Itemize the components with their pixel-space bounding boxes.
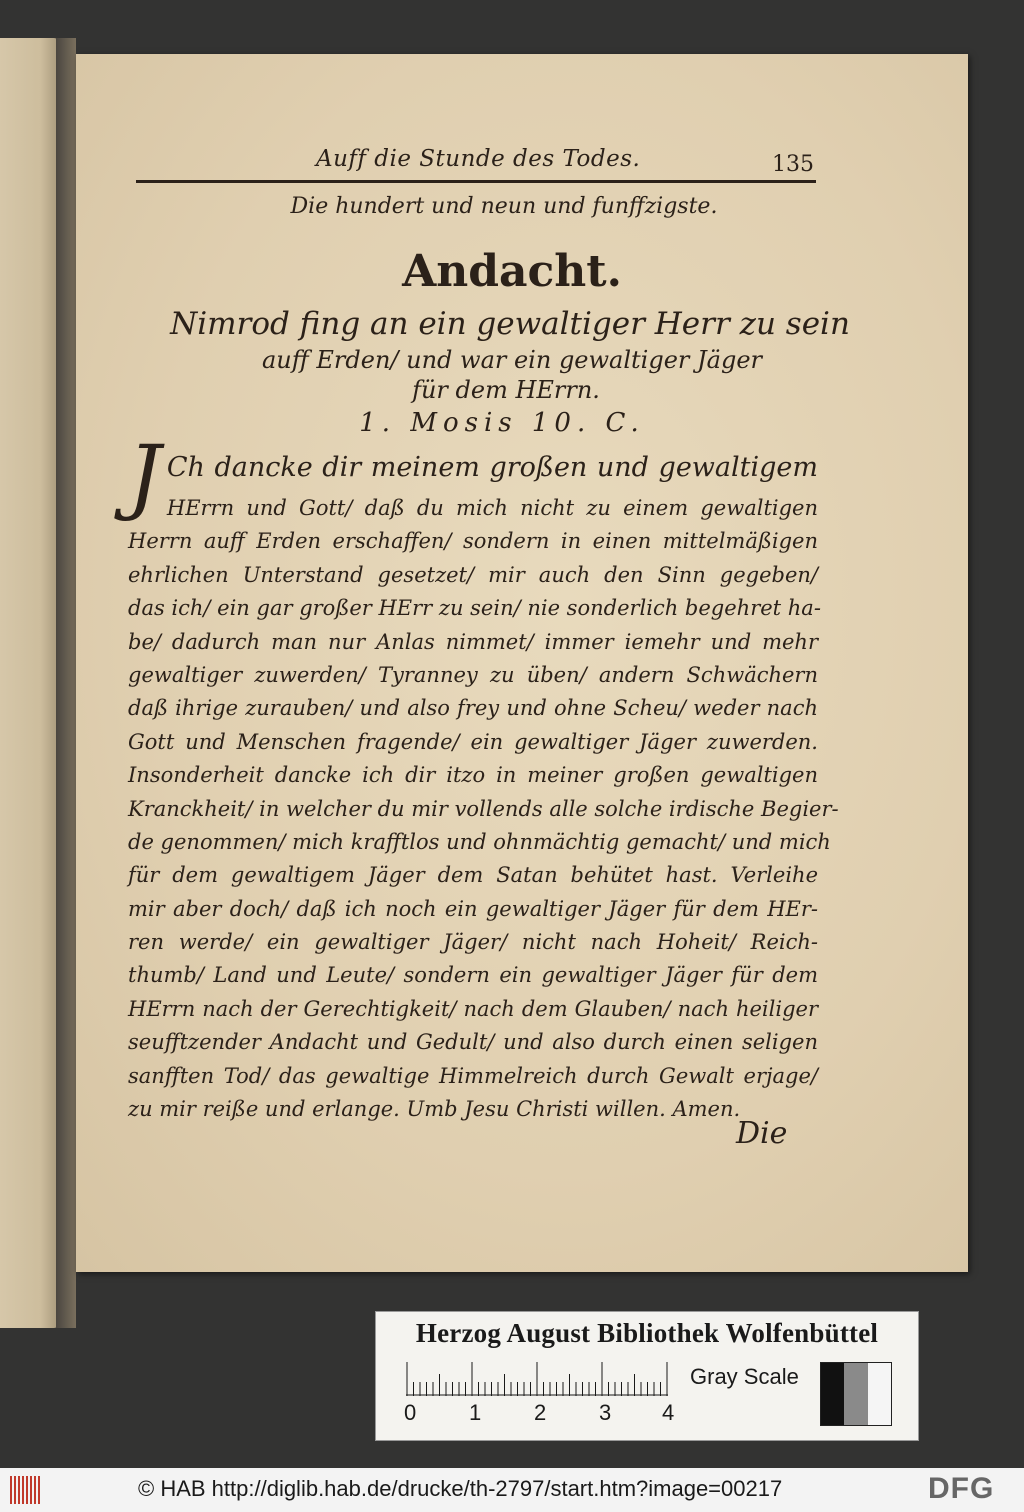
- ruler-numbers: [404, 1400, 684, 1430]
- text-line: Kranckheit/ in welcher du mir vollends alle solche irdische Begier-: [128, 796, 839, 821]
- text-line: ren werde/ ein gewaltiger Jäger/ nicht nach Hoheit/ Reich-: [128, 930, 818, 955]
- text-line: das ich/ ein gar großer HErr zu sein/ nie sonderlich begehret ha-: [128, 596, 821, 621]
- prayer-text: [128, 429, 839, 1126]
- library-name: Herzog August Bibliothek Wolfenbüttel: [415, 1318, 879, 1348]
- ruler-number: 1: [469, 1400, 482, 1425]
- heading-ordinal: Die hundert und neun und funffzigste.: [290, 194, 718, 219]
- text-line: thumb/ Land und Leute/ sondern ein gewaltiger Jäger für dem: [128, 963, 818, 988]
- ruler-number: 4: [662, 1400, 675, 1425]
- text-line: gewaltiger zuwerden/ Tyranney zu üben/ andern Schwächern: [128, 662, 818, 687]
- swatch-black: [821, 1363, 844, 1425]
- text-line: be/ dadurch man nur Anlas nimmet/ immer iemehr und mehr: [128, 629, 818, 654]
- footer-bar: [0, 1468, 1024, 1512]
- copyright-url[interactable]: © HAB http://diglib.hab.de/drucke/th-2797/start.htm?image=00217: [138, 1476, 783, 1501]
- gray-scale-label: Gray Scale: [690, 1364, 799, 1389]
- text-line: Herrn auff Erden erschaffen/ sondern in einen mittelmäßigen: [128, 529, 818, 554]
- running-title: Auff die Stunde des Todes.: [316, 146, 641, 172]
- hab-logo-icon: [10, 1476, 42, 1504]
- page-gutter-shadow: [56, 38, 76, 1328]
- text-line: Insonderheit dancke ich dir itzo in meiner großen gewaltigen: [128, 763, 818, 788]
- book-page: [76, 54, 968, 1272]
- heading-verse-1: Nimrod fing an ein gewaltiger Herr zu sein: [170, 306, 850, 342]
- page-number: 135: [772, 152, 814, 177]
- text-line: ehrlichen Unterstand gesetzet/ mir auch den Sinn gegeben/: [128, 562, 818, 587]
- text-line: zu mir reiße und erlange. Umb Jesu Christi willen. Amen.: [128, 1097, 741, 1122]
- heading-verse-2: auff Erden/ und war ein gewaltiger Jäger: [261, 346, 762, 374]
- dfg-logo: DFG: [928, 1472, 995, 1505]
- heading-title: Andacht.: [402, 246, 622, 297]
- swatch-gray: [844, 1363, 867, 1425]
- drop-cap: J: [128, 429, 161, 524]
- library-color-card: [375, 1311, 919, 1441]
- ruler-number: 2: [534, 1400, 547, 1425]
- text-line: HErrn nach der Gerechtigkeit/ nach dem Glauben/ nach heiliger: [128, 996, 818, 1021]
- catchword: Die: [736, 1116, 788, 1151]
- facing-page-edge: [0, 38, 58, 1328]
- text-line: für dem gewaltigem Jäger dem Satan behütet hast. Verleihe: [128, 863, 818, 888]
- ruler-scale: [406, 1362, 676, 1396]
- ruler-number: 0: [404, 1400, 417, 1425]
- text-line: HErrn und Gott/ daß du mich nicht zu einem gewaltigen: [166, 496, 818, 520]
- text-line: seufftzender Andacht und Gedult/ und also durch einen seligen: [128, 1030, 818, 1055]
- running-head: [136, 146, 816, 183]
- text-line: Gott und Menschen fragende/ ein gewaltiger Jäger zuwerden.: [128, 729, 818, 754]
- heading-reference: 1. Mosis 10. C.: [359, 408, 645, 438]
- swatch-white: [868, 1363, 891, 1425]
- text-line: Ch dancke dir meinem großen und gewaltigem: [166, 452, 818, 483]
- text-line: daß ihrige zurauben/ und also frey und ohne Scheu/ weder nach: [128, 696, 818, 721]
- text-line: mir aber doch/ daß ich noch ein gewaltiger Jäger für dem HEr-: [128, 896, 818, 921]
- gray-scale-swatches: [820, 1362, 892, 1426]
- text-line: de genommen/ mich krafftlos und ohnmächtig gemacht/ und mich: [128, 829, 831, 854]
- ruler-number: 3: [599, 1400, 612, 1425]
- text-line: sanfften Tod/ das gewaltige Himmelreich durch Gewalt erjage/: [128, 1063, 818, 1088]
- heading-verse-3: für dem HErrn.: [412, 376, 600, 404]
